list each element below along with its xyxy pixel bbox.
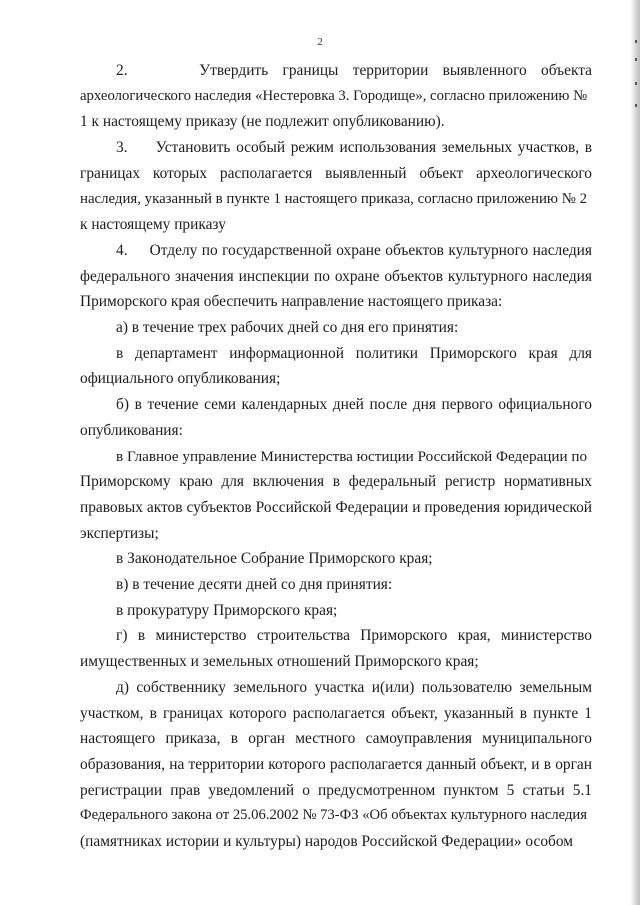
text-line: официального опубликования; [80, 370, 281, 388]
paragraph [80, 392, 592, 443]
paragraph [80, 315, 592, 341]
text-line: 1 к настоящему приказу (не подлежит опубликованию). [80, 113, 445, 131]
text-line: опубликования: [80, 421, 183, 439]
text-line: федерального значения инспекции по охране объектов культурного наследия [80, 267, 592, 285]
paragraph [80, 135, 592, 238]
text-line: регистрации прав уведомлений о предусмотренном пунктом 5 статьи 5.1 [80, 781, 592, 799]
text-line: б) в течение семи календарных дней после дня первого официального [116, 396, 592, 414]
paragraph [80, 341, 592, 392]
text-line: настоящего приказа, в орган местного самоуправления муниципального [80, 730, 592, 748]
text-line: в Главное управление Министерства юстиции Российской Федерации по [116, 447, 588, 465]
text-line: Федерального закона от 25.06.2002 № 73-ФЗ «Об объектах культурного наследия [80, 807, 588, 824]
document-body [80, 58, 592, 855]
page-number: 2 [317, 36, 323, 48]
text-line: к настоящему приказу [80, 216, 226, 234]
scan-mark [635, 58, 637, 61]
paragraph [80, 444, 592, 547]
paragraph [80, 546, 592, 572]
paragraph [80, 238, 592, 315]
scan-mark [635, 40, 637, 43]
paragraph [80, 572, 592, 598]
text-line: археологического наследия «Нестеровка 3. Городище», согласно приложению № [80, 87, 588, 104]
text-line: участком, в границах которого располагается объект, указанный в пункте 1 [80, 704, 592, 722]
text-line: 2. Утвердить границы территории выявленного объекта [116, 62, 592, 79]
text-line: наследия, указанный в пункте 1 настоящего приказа, согласно приложению № 2 [80, 190, 588, 207]
text-line: д) собственнику земельного участка и(или) пользователю земельным [116, 678, 592, 696]
text-line: образования, на территории которого располагается данный объект, и в орган [80, 755, 592, 773]
text-line: г) в министерство строительства Приморского края, министерство [116, 627, 592, 645]
text-line: правовых актов субъектов Российской Федерации и проведения юридической [80, 498, 592, 516]
scan-edge-shadow [630, 0, 640, 905]
paragraph [80, 598, 592, 624]
text-line: 4. Отделу по государственной охране объектов культурного наследия [116, 241, 592, 259]
text-line: экспертизы; [80, 524, 159, 542]
text-line: в прокуратуру Приморского края; [116, 601, 338, 619]
paragraph [80, 623, 592, 674]
paragraph [80, 675, 592, 855]
text-line: в Законодательное Собрание Приморского края; [116, 550, 433, 568]
text-line: Приморскому краю для включения в федеральный регистр нормативных [80, 473, 592, 491]
text-line: в) в течение десяти дней со дня принятия: [116, 576, 393, 594]
scan-mark [635, 82, 637, 85]
text-line: границах которых располагается выявленный объект археологического [80, 164, 592, 182]
text-line: (памятниках истории и культуры) народов Российской Федерации» особом [80, 833, 573, 851]
text-line: в департамент информационной политики Приморского края для [116, 344, 592, 362]
paragraph [80, 58, 592, 135]
text-line: 3. Установить особый режим использования земельных участков, в [116, 139, 592, 157]
text-line: а) в течение трех рабочих дней со дня его принятия: [116, 319, 459, 337]
text-line: имущественных и земельных отношений Приморского края; [80, 653, 479, 671]
scan-mark [635, 104, 637, 107]
text-line: Приморского края обеспечить направление настоящего приказа: [80, 293, 503, 311]
